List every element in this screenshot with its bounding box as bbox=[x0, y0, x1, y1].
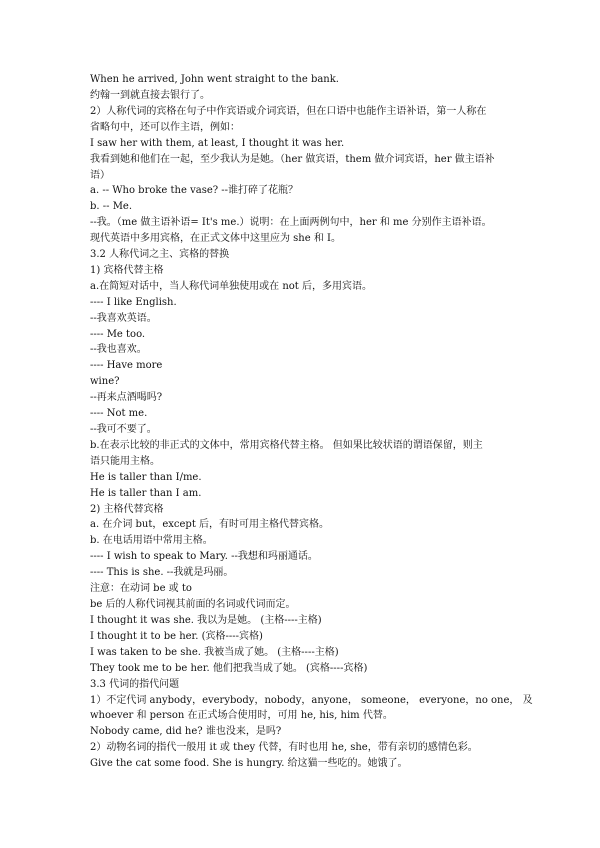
text-line: 现代英语中多用宾格，在正式文体中这里应为 she 和 I。 bbox=[90, 233, 341, 244]
text-line: 省略句中，还可以作主语，例如： bbox=[90, 122, 240, 133]
text-line: wine? bbox=[90, 376, 120, 387]
text-line: 2）人称代词的宾格在句子中作宾语或介词宾语，但在口语中也能作主语补语，第一人称在 bbox=[90, 106, 487, 117]
text-line: 语） bbox=[90, 170, 110, 181]
text-line: He is taller than I/me. bbox=[90, 472, 202, 483]
text-line: --我也喜欢。 bbox=[90, 344, 147, 355]
text-line: --我。（me 做主语补语= It's me.）说明：在上面两例句中，her 和 me 分别作主语补语。 bbox=[90, 217, 492, 228]
text-line: He is taller than I am. bbox=[90, 488, 202, 499]
text-line: I was taken to be she. 我被当成了她。 (主格----主格) bbox=[90, 647, 339, 658]
text-line: 1）不定代词 anybody，everybody，nobody，anyone， someone， everyone，no one， 及 bbox=[90, 695, 533, 706]
text-line: 约翰一到就直接去银行了。 bbox=[90, 90, 210, 101]
text-line: --我喜欢英语。 bbox=[90, 313, 157, 324]
text-line: a. -- Who broke the vase? --谁打碎了花瓶？ bbox=[90, 185, 299, 196]
text-line: whoever 和 person 在正式场合使用时，可用 he, his, him 代替。 bbox=[90, 710, 393, 721]
text-line: I thought it to be her. (宾格----宾格) bbox=[90, 631, 263, 642]
text-line: a.在简短对话中，当人称代词单独使用或在 not 后，多用宾语。 bbox=[90, 281, 372, 292]
text-line: b. -- Me. bbox=[90, 201, 133, 212]
text-line: 注意：在动词 be 或 to bbox=[90, 583, 192, 594]
text-line: ---- Have more bbox=[90, 360, 163, 371]
text-line: ---- I like English. bbox=[90, 297, 177, 308]
text-line: --我可不要了。 bbox=[90, 424, 157, 435]
text-line: I saw her with them, at least, I thought it was her. bbox=[90, 138, 345, 149]
text-line: ---- Not me. bbox=[90, 408, 148, 419]
text-line: b. 在电话用语中常用主格。 bbox=[90, 535, 213, 546]
text-line: ---- I wish to speak to Mary. --我想和玛丽通话。 bbox=[90, 551, 318, 562]
text-line: --再来点酒喝吗? bbox=[90, 392, 163, 403]
section-heading: 3.2 人称代词之主、宾格的替换 bbox=[90, 249, 230, 260]
subsection-heading: 1) 宾格代替主格 bbox=[90, 265, 164, 276]
text-line: be 后的人称代词视其前面的名词或代词而定。 bbox=[90, 599, 296, 610]
text-line: I thought it was she. 我以为是她。 (主格----主格) bbox=[90, 615, 322, 626]
text-line: 语只能用主格。 bbox=[90, 456, 160, 467]
text-line: b.在表示比较的非正式的文体中，常用宾格代替主格。 但如果比较状语的谓语保留，则主 bbox=[90, 440, 483, 451]
subsection-heading: 2) 主格代替宾格 bbox=[90, 504, 164, 515]
text-line: Nobody came, did he? 谁也没来，是吗? bbox=[90, 726, 282, 737]
text-line: Give the cat some food. She is hungry. 给这猫一些吃的。她饿了。 bbox=[90, 758, 408, 769]
text-line: ---- Me too. bbox=[90, 329, 146, 340]
text-line: 2）动物名词的指代一般用 it 或 they 代替，有时也用 he, she，带有亲切的感情色彩。 bbox=[90, 742, 478, 753]
section-heading: 3.3 代词的指代问题 bbox=[90, 679, 180, 690]
text-line: ---- This is she. --我就是玛丽。 bbox=[90, 567, 234, 578]
text-line: When he arrived, John went straight to the bank. bbox=[90, 74, 339, 85]
text-line: They took me to be her. 他们把我当成了她。 (宾格----宾格) bbox=[90, 663, 368, 674]
text-line: 我看到她和他们在一起，至少我认为是她。（her 做宾语，them 做介词宾语，her 做主语补 bbox=[90, 154, 495, 165]
text-line: a. 在介词 but，except 后，有时可用主格代替宾格。 bbox=[90, 519, 330, 530]
